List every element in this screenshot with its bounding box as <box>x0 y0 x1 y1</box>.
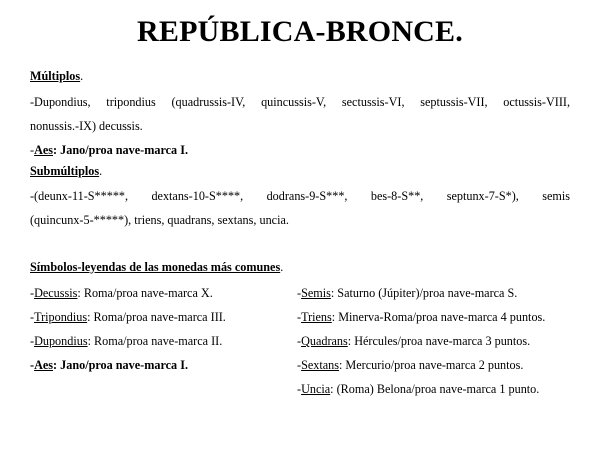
multiplos-heading-tail: . <box>80 69 84 83</box>
entry-dash: - <box>30 334 35 348</box>
multiplos-line-1: -Dupondius, tripondius (quadrussis-IV, quincussis-V, sectussis-VI, septussis-VII, octussis-VIII, <box>30 95 570 109</box>
multiplos-aes-text: : Jano/proa nave-marca I. <box>53 143 188 157</box>
submultiplos-line-1: -(deunx-11-S*****, dextans-10-S****, dodrans-9-S***, bes-8-S**, septunx-7-S*), semis <box>30 189 570 203</box>
submultiplos-heading-line <box>30 163 570 179</box>
coin-name-triens: Triens <box>301 310 332 324</box>
entry-dash: - <box>297 334 302 348</box>
multiplos-aes-word: Aes <box>34 143 54 157</box>
simbolos-heading: Símbolos-leyendas de las monedas más comunes <box>30 260 281 274</box>
coin-entry-quadrans <box>297 333 530 349</box>
entry-dash: - <box>30 310 35 324</box>
coin-entry-decussis <box>30 285 213 301</box>
coin-entry-tripondius <box>30 309 226 325</box>
simbolos-heading-line <box>30 259 570 275</box>
coin-desc-semis: : Saturno (Júpiter)/proa nave-marca S. <box>330 286 518 300</box>
coin-entry-aes <box>30 357 188 373</box>
coin-entry-uncia <box>297 381 539 397</box>
coin-name-sextans: Sextans <box>301 358 339 372</box>
coin-desc-uncia: : (Roma) Belona/proa nave-marca 1 punto. <box>330 382 540 396</box>
coin-desc-quadrans: : Hércules/proa nave-marca 3 puntos. <box>347 334 531 348</box>
coin-desc-triens: : Minerva-Roma/proa nave-marca 4 puntos. <box>331 310 546 324</box>
coin-desc-dupondius: : Roma/proa nave-marca II. <box>87 334 223 348</box>
coin-desc-tripondius: : Roma/proa nave-marca III. <box>87 310 226 324</box>
multiplos-aes-line <box>30 142 570 158</box>
coin-name-semis: Semis <box>301 286 331 300</box>
coin-entry-semis <box>297 285 517 301</box>
simbolos-heading-tail: . <box>280 260 284 274</box>
page-title: REPÚBLICA-BRONCE. <box>137 15 463 48</box>
multiplos-line-2: nonussis.-IX) decussis. <box>30 119 143 133</box>
coin-name-quadrans: Quadrans <box>301 334 348 348</box>
multiplos-heading-line <box>30 68 570 84</box>
submultiplos-heading: Submúltiplos <box>30 164 100 178</box>
coin-entry-dupondius <box>30 333 222 349</box>
coin-entry-sextans <box>297 357 523 373</box>
coin-desc-decussis: : Roma/proa nave-marca X. <box>77 286 213 300</box>
entry-dash: - <box>297 382 302 396</box>
coin-desc-aes: : Jano/proa nave-marca I. <box>53 358 188 372</box>
entry-dash: - <box>297 310 302 324</box>
entry-dash: - <box>30 358 35 372</box>
coin-desc-sextans: : Mercurio/proa nave-marca 2 puntos. <box>338 358 524 372</box>
coin-name-decussis: Decussis <box>34 286 78 300</box>
coin-name-uncia: Uncia <box>301 382 331 396</box>
coin-name-dupondius: Dupondius <box>34 334 88 348</box>
entry-dash: - <box>30 286 35 300</box>
coin-name-tripondius: Tripondius <box>34 310 88 324</box>
multiplos-heading: Múltiplos <box>30 69 81 83</box>
entry-dash: - <box>297 358 302 372</box>
coin-entry-triens <box>297 309 545 325</box>
entry-dash: - <box>297 286 302 300</box>
multiplos-aes-dash: - <box>30 143 35 157</box>
submultiplos-line-2: (quincunx-5-*****), triens, quadrans, sextans, uncia. <box>30 213 289 227</box>
submultiplos-heading-tail: . <box>99 164 103 178</box>
coin-name-aes: Aes <box>34 358 54 372</box>
